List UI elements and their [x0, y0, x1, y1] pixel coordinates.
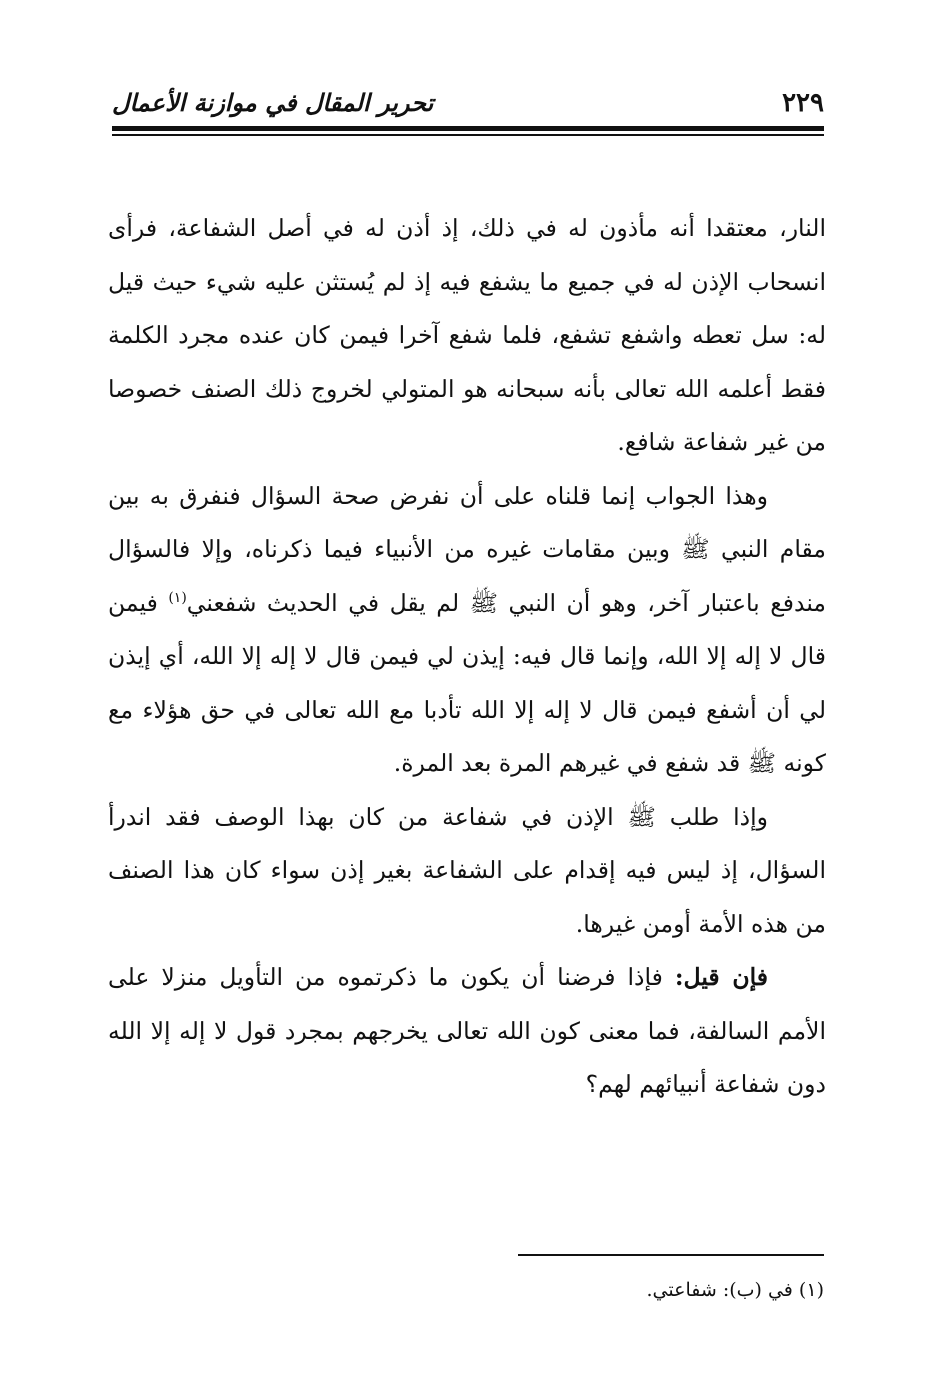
page-header — [112, 84, 824, 124]
paragraph-text-after-note: فيمن قال لا إله إلا الله، وإنما قال فيه: إيذن لي فيمن قال لا إله إلا الله، أي إيذن لي أن أشفع فيمن قال لا إله إلا الله تأدبا مع الله تعالى في حق هؤلاء مع كونه ﷺ قد شفع في غيرهم المرة بعد المرة. — [108, 588, 826, 777]
paragraph-text: فإذا فرضنا أن يكون ما ذكرتموه من التأويل منزلا على الأمم السالفة، فما معنى كون الله تعالى يخرجهم بمجرد قول لا إله إلا الله دون شفاعة أنبيائهم لهم؟ — [108, 963, 826, 1098]
header-rule-thin — [112, 134, 824, 136]
footnote-separator — [518, 1254, 824, 1256]
paragraph-2 — [108, 470, 826, 791]
page-number: ٢٢٩ — [782, 88, 824, 118]
paragraph-4 — [108, 951, 826, 1112]
paragraph-text-before-note: وهذا الجواب إنما قلناه على أن نفرض صحة السؤال فنفرق به بين مقام النبي ﷺ وبين مقامات غيره من الأنبياء فيما ذكرناه، وإلا فالسؤال مندفع باعتبار آخر، وهو أن النبي ﷺ لم يقل في الحديث شفعني — [108, 481, 826, 617]
main-text — [108, 202, 826, 1112]
footnote-marker[interactable]: (١) — [168, 589, 187, 606]
running-title: تحرير المقال في موازنة الأعمال — [112, 88, 434, 117]
header-rule-thick — [112, 126, 824, 131]
paragraph-3 — [108, 791, 826, 952]
paragraph-text: النار، معتقدا أنه مأذون له في ذلك، إذ أذن له في أصل الشفاعة، فرأى انسحاب الإذن له في جميع ما يشفع فيه إذ لم يُستثن عليه شيء حيث قيل له: سل تعطه واشفع تشفع، فلما شفع آخرا فيمن كان عنده مجرد الكلمة فقط أعلمه الله تعالى بأنه سبحانه هو المتولي لخروج ذلك الصنف خصوصا من غير شفاعة شافع. — [108, 214, 826, 456]
paragraph-text: وإذا طلب ﷺ الإذن في شفاعة من كان بهذا الوصف فقد اندرأ السؤال، إذ ليس فيه إقدام على الشفاعة بغير إذن سواء كان هذا الصنف من هذه الأمة أومن غيرها. — [108, 802, 826, 938]
paragraph-lead: فإن قيل: — [674, 963, 768, 991]
paragraph-1 — [108, 202, 826, 470]
footnote: (١) في (ب): شفاعتي. — [646, 1279, 824, 1301]
